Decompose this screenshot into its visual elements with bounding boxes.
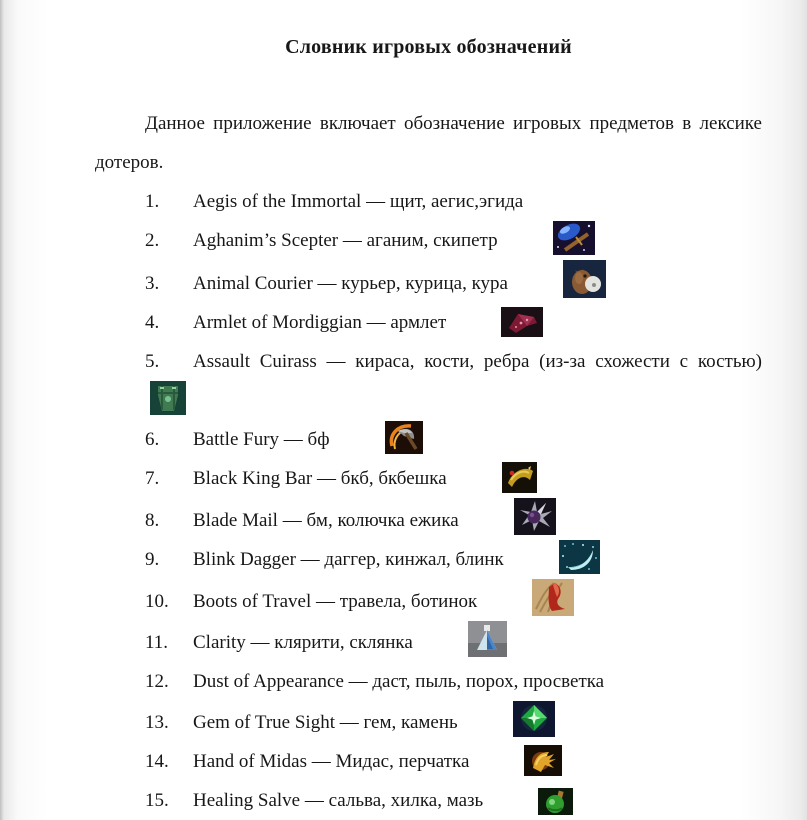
- item-separator: —: [335, 712, 364, 733]
- item-slang-ru: даггер, кинжал, блинк: [324, 549, 504, 570]
- item-number: 9.: [145, 549, 160, 570]
- gem-of-true-sight-icon: [463, 701, 555, 742]
- item-number: 1.: [145, 191, 160, 212]
- item-name-en: Aegis of the Immortal: [193, 191, 362, 212]
- item-separator: —: [361, 191, 390, 212]
- list-item: [95, 420, 762, 459]
- item-name-en: Black King Bar: [193, 468, 313, 489]
- list-item: [95, 498, 762, 540]
- item-number: 4.: [145, 312, 160, 333]
- item-separator: —: [245, 632, 275, 653]
- item-name-en: Healing Salve: [193, 790, 301, 811]
- item-separator: —: [312, 468, 341, 489]
- list-item: [95, 701, 762, 742]
- list-item: [95, 342, 762, 420]
- item-name-en: Assault Cuirass: [193, 351, 317, 372]
- list-item: [95, 459, 762, 498]
- blink-dagger-icon: [509, 540, 600, 579]
- item-name-en: Animal Courier: [193, 273, 313, 294]
- battle-fury-icon: [335, 420, 423, 459]
- glossary-list: [95, 182, 762, 820]
- item-slang-ru: клярити, склянка: [274, 632, 413, 653]
- item-slang-ru: бкб, бкбешка: [340, 468, 447, 489]
- item-number: 10.: [145, 591, 169, 612]
- item-number: 3.: [145, 273, 160, 294]
- list-item: [95, 260, 762, 303]
- list-item: [95, 621, 762, 662]
- item-number: 8.: [145, 510, 160, 531]
- boots-of-travel-icon: [482, 579, 574, 621]
- blade-mail-icon: [464, 498, 556, 540]
- item-name-en: Armlet of Mordiggian: [193, 312, 362, 333]
- item-slang-ru: сальва, хилка, мазь: [328, 790, 484, 811]
- item-name-en: Clarity: [193, 632, 246, 653]
- item-name-en: Blink Dagger: [193, 549, 296, 570]
- item-slang-ru: даст, пыль, порох, просветка: [372, 671, 605, 692]
- item-number: 5.: [145, 351, 160, 372]
- item-separator: —: [338, 230, 367, 251]
- list-item: [95, 781, 762, 820]
- item-slang-ru: кираса, кости, ребра (из-за схожести с костью): [355, 351, 763, 372]
- item-number: 11.: [145, 632, 169, 653]
- list-item: [95, 540, 762, 579]
- item-name-en: Dust of Appearance: [193, 671, 344, 692]
- item-separator: —: [312, 273, 342, 294]
- item-separator: —: [300, 790, 329, 811]
- item-slang-ru: курьер, курица, кура: [341, 273, 508, 294]
- item-separator: —: [295, 549, 325, 570]
- item-slang-ru: Мидас, перчатка: [335, 751, 470, 772]
- hand-of-midas-icon: [474, 742, 562, 781]
- assault-cuirass-icon: [100, 381, 186, 420]
- item-slang-ru: травела, ботинок: [339, 591, 478, 612]
- item-slang-ru: бм, колючка ежика: [306, 510, 459, 531]
- armlet-icon: [451, 303, 543, 342]
- item-name-en: Gem of True Sight: [193, 712, 335, 733]
- item-slang-ru: бф: [307, 429, 330, 450]
- item-separator: —: [316, 351, 356, 372]
- list-item: [95, 742, 762, 781]
- black-king-bar-icon: [452, 459, 537, 498]
- healing-salve-icon: [488, 781, 573, 820]
- item-separator: —: [306, 751, 336, 772]
- item-slang-ru: армлет: [390, 312, 447, 333]
- page-title: Словник игровых обозначений: [285, 36, 572, 58]
- item-number: 12.: [145, 671, 169, 692]
- item-slang-ru: аганим, скипетр: [366, 230, 498, 251]
- item-separator: —: [361, 312, 391, 333]
- item-number: 2.: [145, 230, 160, 251]
- list-item: [95, 182, 762, 221]
- item-number: 14.: [145, 751, 169, 772]
- item-number: 6.: [145, 429, 160, 450]
- item-separator: —: [279, 429, 308, 450]
- clarity-icon: [418, 621, 507, 662]
- item-number: 7.: [145, 468, 160, 489]
- item-number: 13.: [145, 712, 169, 733]
- item-number: 15.: [145, 790, 169, 811]
- list-item: [95, 579, 762, 621]
- item-name-en: Blade Mail: [193, 510, 278, 531]
- item-name-en: Hand of Midas: [193, 751, 307, 772]
- item-separator: —: [343, 671, 373, 692]
- item-separator: —: [311, 591, 340, 612]
- intro-paragraph: Данное приложение включает обозначение игровых предметов в лексике дотеров.: [95, 113, 762, 173]
- item-separator: —: [277, 510, 307, 531]
- aghanims-scepter-icon: [503, 221, 595, 260]
- list-item: [95, 662, 762, 701]
- animal-courier-icon: [513, 260, 606, 303]
- item-name-en: Aghanim’s Scepter: [193, 230, 339, 251]
- item-slang-ru: щит, аегис,эгида: [389, 191, 524, 212]
- list-item: [95, 221, 762, 260]
- item-name-en: Battle Fury: [193, 429, 280, 450]
- list-item: [95, 303, 762, 342]
- item-slang-ru: гем, камень: [363, 712, 458, 733]
- item-name-en: Boots of Travel: [193, 591, 312, 612]
